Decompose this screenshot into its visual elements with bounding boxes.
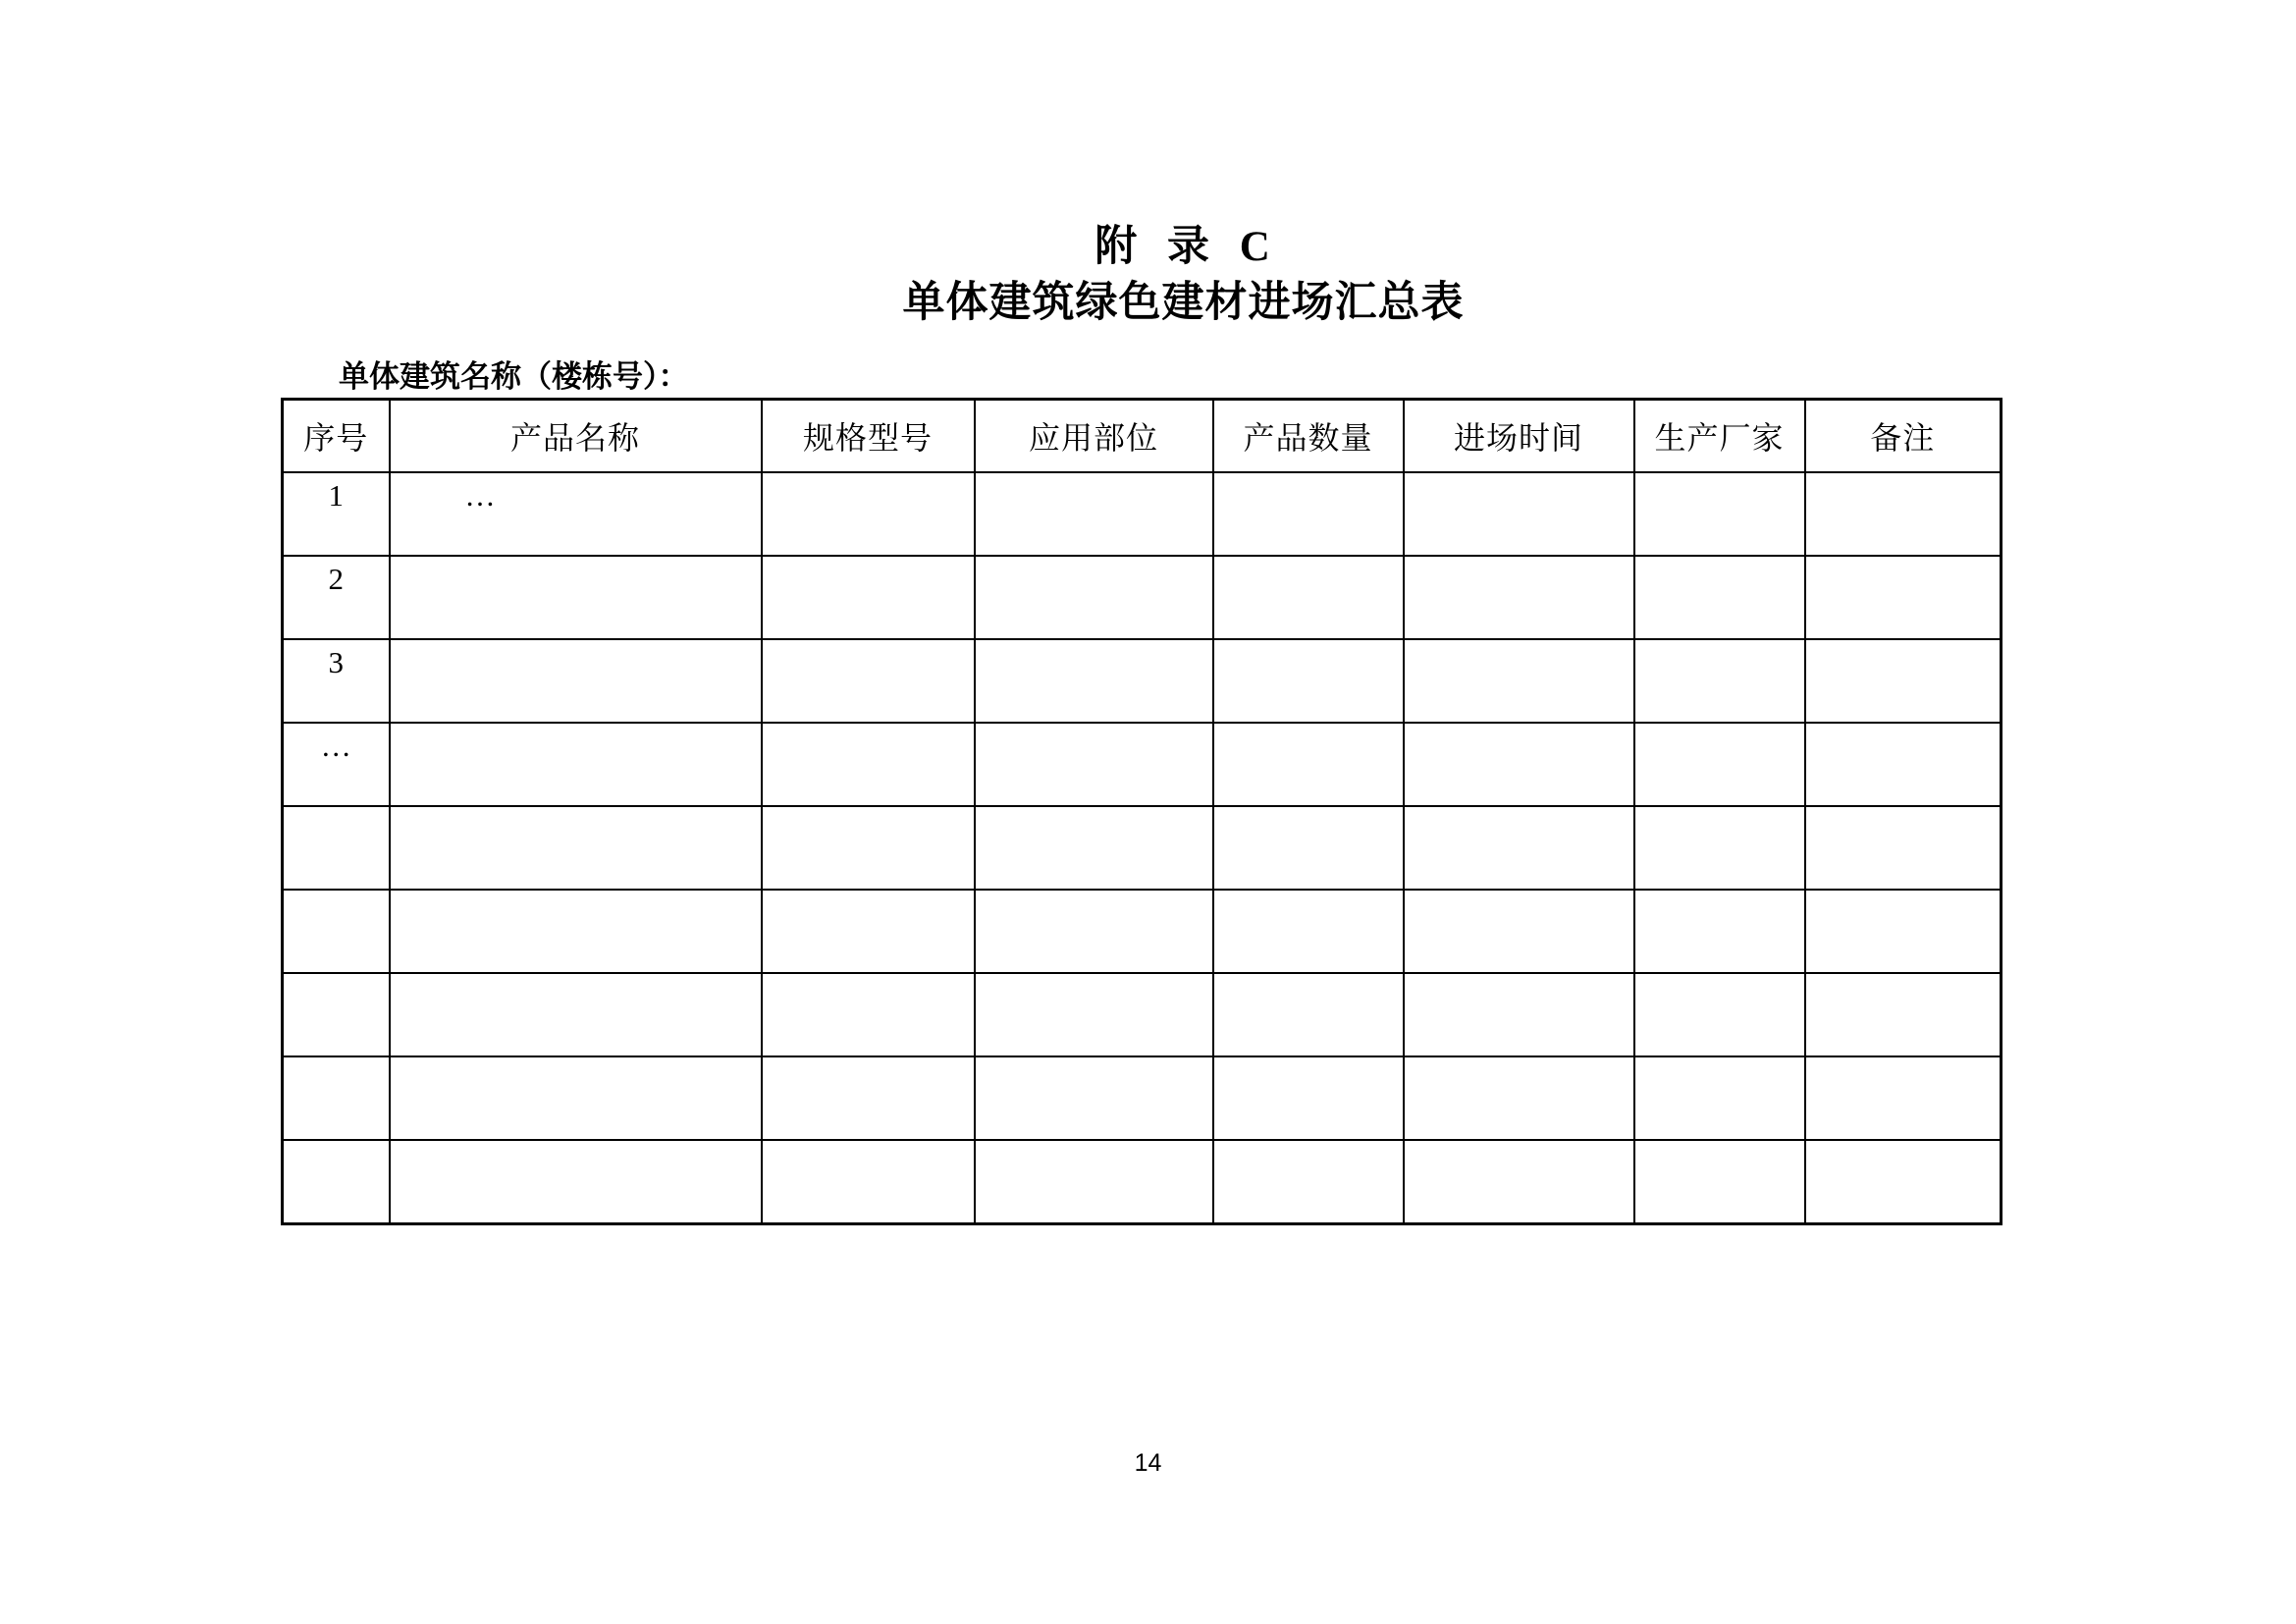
cell-seq: [283, 1056, 390, 1140]
cell-manufacturer: [1634, 472, 1805, 556]
cell-application-part: [975, 472, 1213, 556]
table-title: 单体建筑绿色建材进场汇总表: [902, 280, 1465, 327]
cell-remarks: [1805, 1140, 2002, 1224]
header-cell-manufacturer: 生产厂家: [1634, 400, 1805, 473]
table-row: [283, 806, 2002, 890]
cell-remarks: [1805, 973, 2002, 1056]
cell-product-quantity: [1213, 723, 1404, 806]
cell-manufacturer: [1634, 723, 1805, 806]
cell-product-name: [390, 806, 762, 890]
cell-product-quantity: [1213, 973, 1404, 1056]
cell-product-quantity: [1213, 556, 1404, 639]
cell-application-part: [975, 639, 1213, 723]
table-row: [283, 1056, 2002, 1140]
cell-product-quantity: [1213, 1056, 1404, 1140]
cell-entry-time: [1404, 1140, 1634, 1224]
cell-seq: 1: [283, 472, 390, 556]
cell-remarks: [1805, 639, 2002, 723]
appendix-title: 附 录 C: [1095, 224, 1272, 270]
building-name-label: 单体建筑名称（楼栋号）：: [339, 359, 689, 394]
cell-entry-time: [1404, 890, 1634, 973]
cell-manufacturer: [1634, 806, 1805, 890]
cell-product-name: …: [390, 472, 762, 556]
cell-seq: [283, 890, 390, 973]
cell-seq: [283, 973, 390, 1056]
cell-entry-time: [1404, 973, 1634, 1056]
cell-remarks: [1805, 556, 2002, 639]
cell-remarks: [1805, 890, 2002, 973]
cell-spec-model: [762, 890, 975, 973]
cell-application-part: [975, 556, 1213, 639]
cell-entry-time: [1404, 806, 1634, 890]
cell-entry-time: [1404, 639, 1634, 723]
table-row: [283, 472, 2002, 556]
cell-remarks: [1805, 1056, 2002, 1140]
cell-seq: [283, 1140, 390, 1224]
cell-manufacturer: [1634, 890, 1805, 973]
cell-spec-model: [762, 1140, 975, 1224]
header-cell-application-part: 应用部位: [975, 400, 1213, 473]
table-row: [283, 973, 2002, 1056]
cell-application-part: [975, 1140, 1213, 1224]
table-row: [283, 639, 2002, 723]
table-row: [283, 723, 2002, 806]
header-cell-spec-model: 规格型号: [762, 400, 975, 473]
cell-entry-time: [1404, 723, 1634, 806]
cell-product-quantity: [1213, 806, 1404, 890]
header-cell-product-name: 产品名称: [390, 400, 762, 473]
cell-entry-time: [1404, 556, 1634, 639]
cell-application-part: [975, 973, 1213, 1056]
cell-product-quantity: [1213, 1140, 1404, 1224]
header-cell-entry-time: 进场时间: [1404, 400, 1634, 473]
cell-product-name: [390, 1140, 762, 1224]
green-materials-summary-table: [281, 398, 2002, 1225]
cell-product-quantity: [1213, 890, 1404, 973]
cell-entry-time: [1404, 1056, 1634, 1140]
table-row: [283, 556, 2002, 639]
cell-remarks: [1805, 723, 2002, 806]
cell-application-part: [975, 806, 1213, 890]
table-row: [283, 1140, 2002, 1224]
table-header-row: [283, 400, 2002, 473]
cell-product-name: [390, 890, 762, 973]
cell-manufacturer: [1634, 639, 1805, 723]
cell-manufacturer: [1634, 973, 1805, 1056]
cell-spec-model: [762, 1056, 975, 1140]
cell-seq: 2: [283, 556, 390, 639]
cell-product-name: [390, 639, 762, 723]
cell-spec-model: [762, 556, 975, 639]
page-number: 14: [1134, 1449, 1162, 1477]
cell-product-name: [390, 1056, 762, 1140]
cell-remarks: [1805, 806, 2002, 890]
cell-spec-model: [762, 723, 975, 806]
header-cell-seq: 序号: [283, 400, 390, 473]
cell-manufacturer: [1634, 556, 1805, 639]
header-cell-product-quantity: 产品数量: [1213, 400, 1404, 473]
cell-entry-time: [1404, 472, 1634, 556]
heading-block: [35, 224, 2296, 327]
cell-product-name: [390, 723, 762, 806]
cell-spec-model: [762, 472, 975, 556]
cell-application-part: [975, 890, 1213, 973]
cell-remarks: [1805, 472, 2002, 556]
cell-application-part: [975, 1056, 1213, 1140]
cell-manufacturer: [1634, 1056, 1805, 1140]
cell-spec-model: [762, 639, 975, 723]
cell-application-part: [975, 723, 1213, 806]
cell-manufacturer: [1634, 1140, 1805, 1224]
cell-product-quantity: [1213, 472, 1404, 556]
cell-seq: …: [283, 723, 390, 806]
cell-spec-model: [762, 806, 975, 890]
table-row: [283, 890, 2002, 973]
cell-product-name: [390, 973, 762, 1056]
cell-spec-model: [762, 973, 975, 1056]
cell-product-name: [390, 556, 762, 639]
cell-seq: 3: [283, 639, 390, 723]
header-cell-remarks: 备注: [1805, 400, 2002, 473]
cell-seq: [283, 806, 390, 890]
cell-product-quantity: [1213, 639, 1404, 723]
